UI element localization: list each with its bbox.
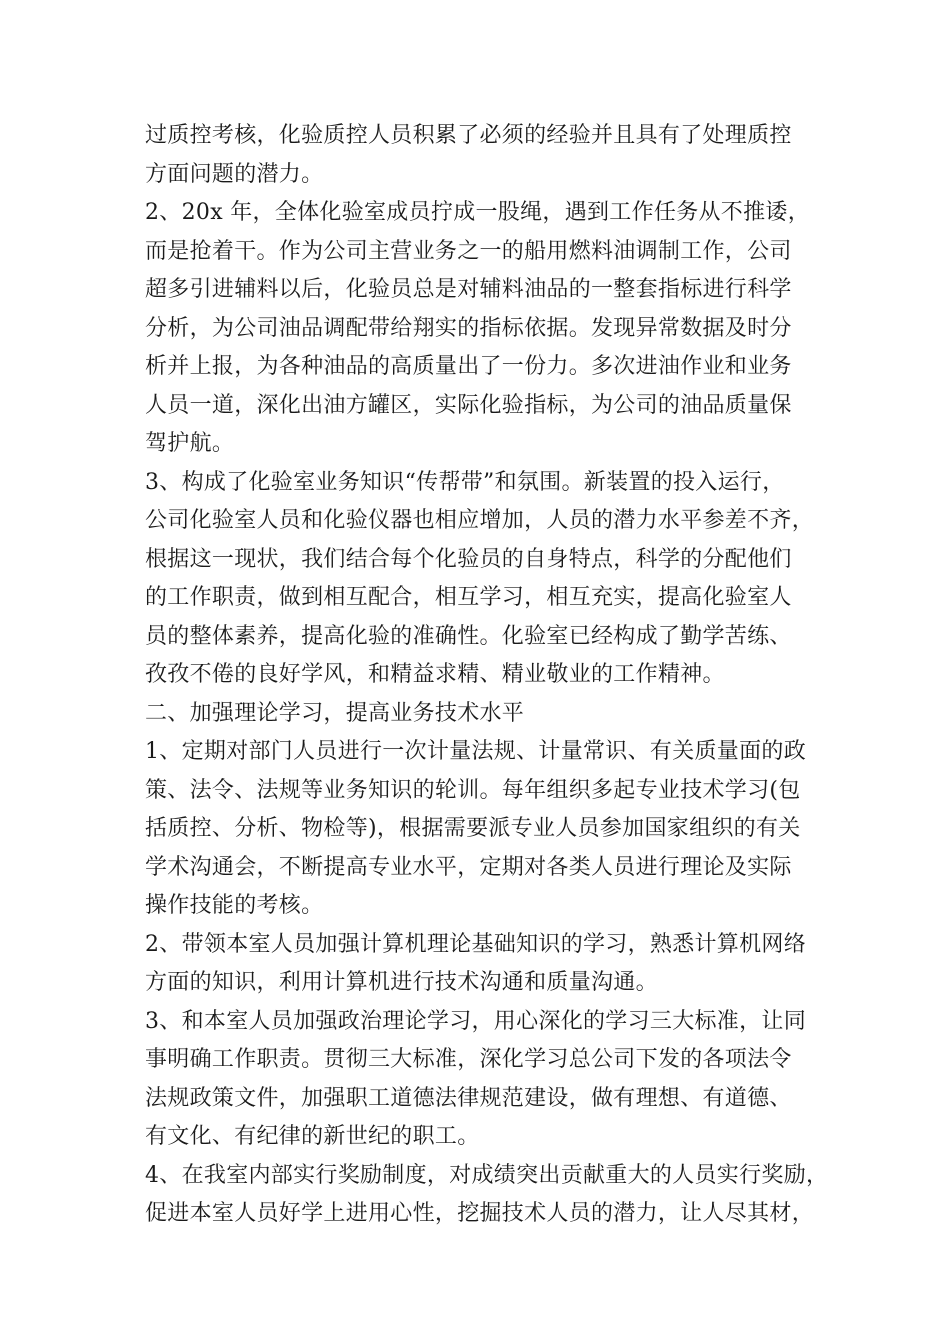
text-line: 3、和本室人员加强政治理论学习，用心深化的学习三大标准，让同	[145, 1008, 806, 1034]
text-line: 2、带领本室人员加强计算机理论基础知识的学习，熟悉计算机网络	[145, 931, 806, 957]
text-line: 1、定期对部门人员进行一次计量法规、计量常识、有关质量面的政	[145, 739, 806, 764]
text-line: 有文化、有纪律的新世纪的职工。	[145, 1124, 480, 1149]
text-line: 4、在我室内部实行奖励制度，对成绩突出贡献重大的人员实行奖励，	[145, 1162, 829, 1188]
text-line: 括质控、分析、物检等)，根据需要派专业人员参加国家组织的有关	[145, 816, 801, 841]
text-line: 析并上报，为各种油品的高质量出了一份力。多次进油作业和业务	[145, 354, 792, 379]
text-line: 方面问题的潜力。	[145, 161, 324, 187]
text-line: 促进本室人员好学上进用心性，挖掘技术人员的潜力，让人尽其材，	[145, 1201, 815, 1226]
text-line: 策、法令、法规等业务知识的轮训。每年组织多起专业技术学习(包	[145, 777, 801, 803]
text-line: 方面的知识，利用计算机进行技术沟通和质量沟通。	[145, 970, 658, 995]
text-line: 法规政策文件，加强职工道德法律规范建设，做有理想、有道德、	[145, 1085, 792, 1111]
text-line: 学术沟通会，不断提高专业水平，定期对各类人员进行理论及实际	[145, 854, 792, 880]
text-line: 孜孜不倦的良好学风，和精益求精、精业敬业的工作精神。	[145, 662, 725, 687]
text-line: 事明确工作职责。贯彻三大标准，深化学习总公司下发的各项法令	[145, 1047, 792, 1072]
text-line: 分析，为公司油品调配带给翔实的指标依据。发现异常数据及时分	[145, 315, 792, 341]
text-line: 过质控考核，化验质控人员积累了必须的经验并且具有了处理质控	[145, 123, 792, 148]
document-body	[145, 117, 835, 1234]
section-heading: 二、加强理论学习，提高业务技术水平	[145, 700, 525, 726]
text-line: 的工作职责，做到相互配合，相互学习，相互充实，提高化验室人	[145, 585, 792, 610]
text-line: 公司化验室人员和化验仪器也相应增加，人员的潜力水平参差不齐，	[145, 508, 815, 533]
text-line: 操作技能的考核。	[145, 893, 324, 918]
text-line: 3、构成了化验室业务知识“传帮带”和氛围。新装置的投入运行，	[145, 469, 785, 495]
text-line: 2、20x 年，全体化验室成员拧成一股绳，遇到工作任务从不推诿，	[145, 200, 810, 225]
text-line: 根据这一现状，我们结合每个化验员的自身特点，科学的分配他们	[145, 546, 792, 572]
text-line: 员的整体素养，提高化验的准确性。化验室已经构成了勤学苦练、	[145, 623, 792, 649]
text-line: 人员一道，深化出油方罐区，实际化验指标，为公司的油品质量保	[145, 392, 792, 418]
text-line: 而是抢着干。作为公司主营业务之一的船用燃料油调制工作，公司	[145, 238, 792, 264]
text-line: 超多引进辅料以后，化验员总是对辅料油品的一整套指标进行科学	[145, 277, 792, 302]
text-line: 驾护航。	[145, 431, 235, 456]
